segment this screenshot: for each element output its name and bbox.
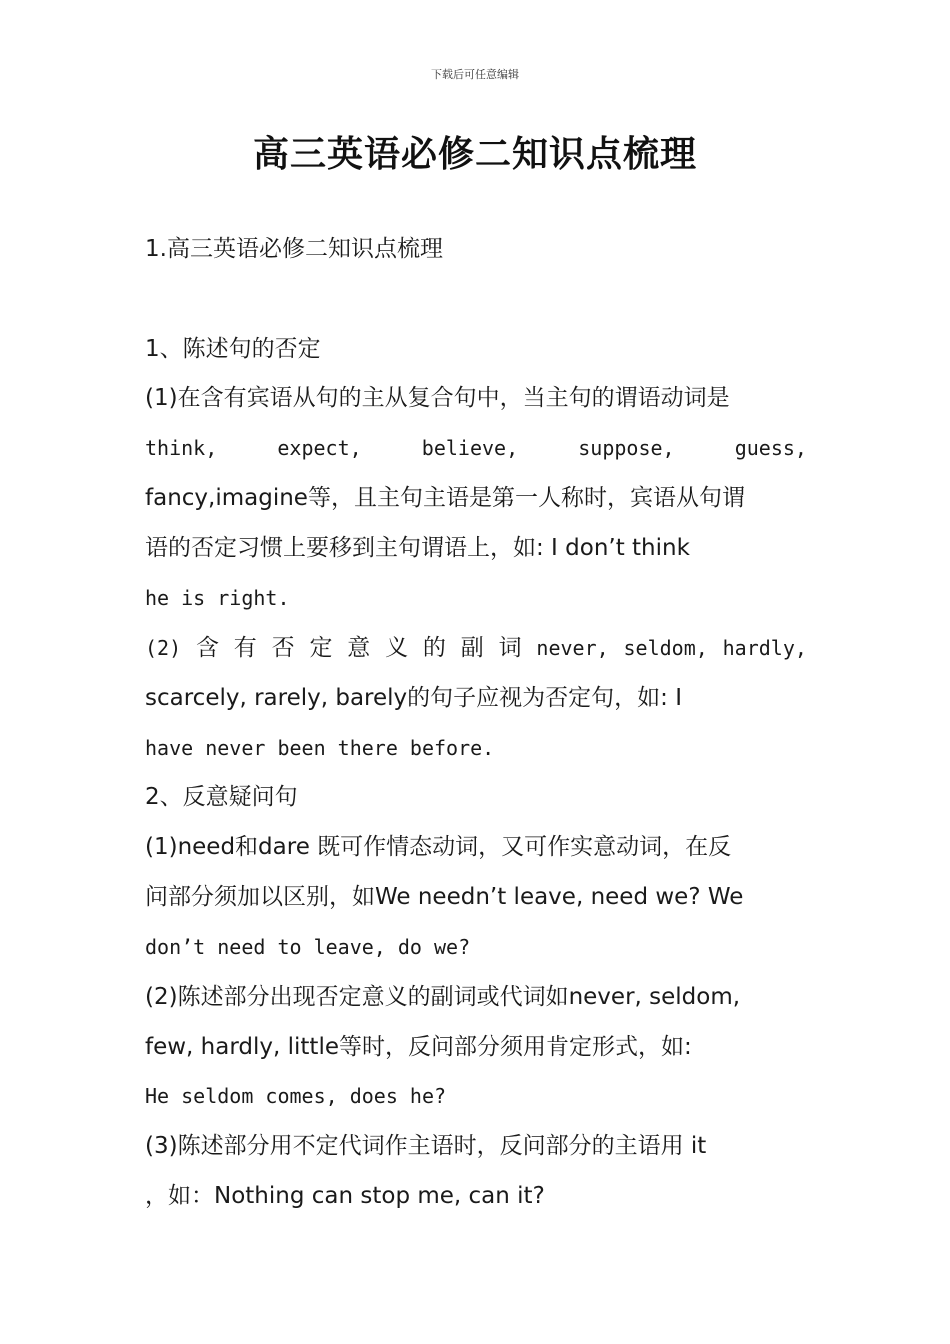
- char: 的: [422, 635, 446, 661]
- word: think,: [145, 436, 218, 460]
- paragraph-line: he is right.: [145, 586, 290, 610]
- paragraph-line: scarcely, rarely, barely的句子应视为否定句，如: I: [145, 685, 683, 711]
- section-heading-statement-negation: 1、陈述句的否定: [145, 336, 321, 362]
- char: 意: [347, 635, 371, 661]
- word: suppose,: [578, 436, 675, 460]
- char: 定: [309, 635, 333, 661]
- paragraph-line: 语的否定习惯上要移到主句谓语上，如: I don’t think: [145, 535, 690, 561]
- paragraph-line: (1)need和dare 既可作情态动词，又可作实意动词，在反: [145, 834, 732, 860]
- word: seldom,: [623, 636, 708, 660]
- word: guess,: [734, 436, 807, 460]
- document-subtitle: 1.高三英语必修二知识点梳理: [145, 236, 443, 262]
- char: 含: [195, 635, 219, 661]
- paragraph-line: fancy,imagine等，且主句主语是第一人称时，宾语从句谓: [145, 485, 745, 511]
- char: 义: [385, 635, 409, 661]
- paragraph-line: few, hardly, little等时，反问部分须用肯定形式，如:: [145, 1034, 692, 1060]
- document-title: 高三英语必修二知识点梳理: [252, 134, 697, 175]
- item-number: (2): [145, 636, 182, 660]
- char: 有: [233, 635, 257, 661]
- word: expect,: [277, 436, 362, 460]
- paragraph-line: 问部分须加以区别，如We needn’t leave, need we? We: [145, 884, 744, 910]
- paragraph-line-justified: [145, 633, 807, 663]
- word: believe,: [421, 436, 519, 460]
- paragraph-line-justified: [145, 433, 807, 463]
- word: never,: [536, 636, 609, 660]
- paragraph-line: He seldom comes, does he?: [145, 1084, 447, 1108]
- paragraph-line: (2)陈述部分出现否定意义的副词或代词如never, seldom,: [145, 984, 741, 1010]
- char: 否: [271, 635, 295, 661]
- char: 词: [498, 635, 522, 661]
- paragraph-line: (1)在含有宾语从句的主从复合句中，当主句的谓语动词是: [145, 385, 730, 411]
- word: hardly,: [722, 636, 807, 660]
- header-note: 下载后可任意编辑: [431, 68, 519, 81]
- paragraph-line: (3)陈述部分用不定代词作主语时，反问部分的主语用 it: [145, 1133, 707, 1159]
- paragraph-line: have never been there before.: [145, 736, 495, 760]
- paragraph-line: don’t need to leave, do we?: [145, 935, 471, 959]
- section-heading-tag-question: 2、反意疑问句: [145, 784, 298, 810]
- char: 副: [460, 635, 484, 661]
- paragraph-line: ，如：Nothing can stop me, can it?: [145, 1183, 545, 1209]
